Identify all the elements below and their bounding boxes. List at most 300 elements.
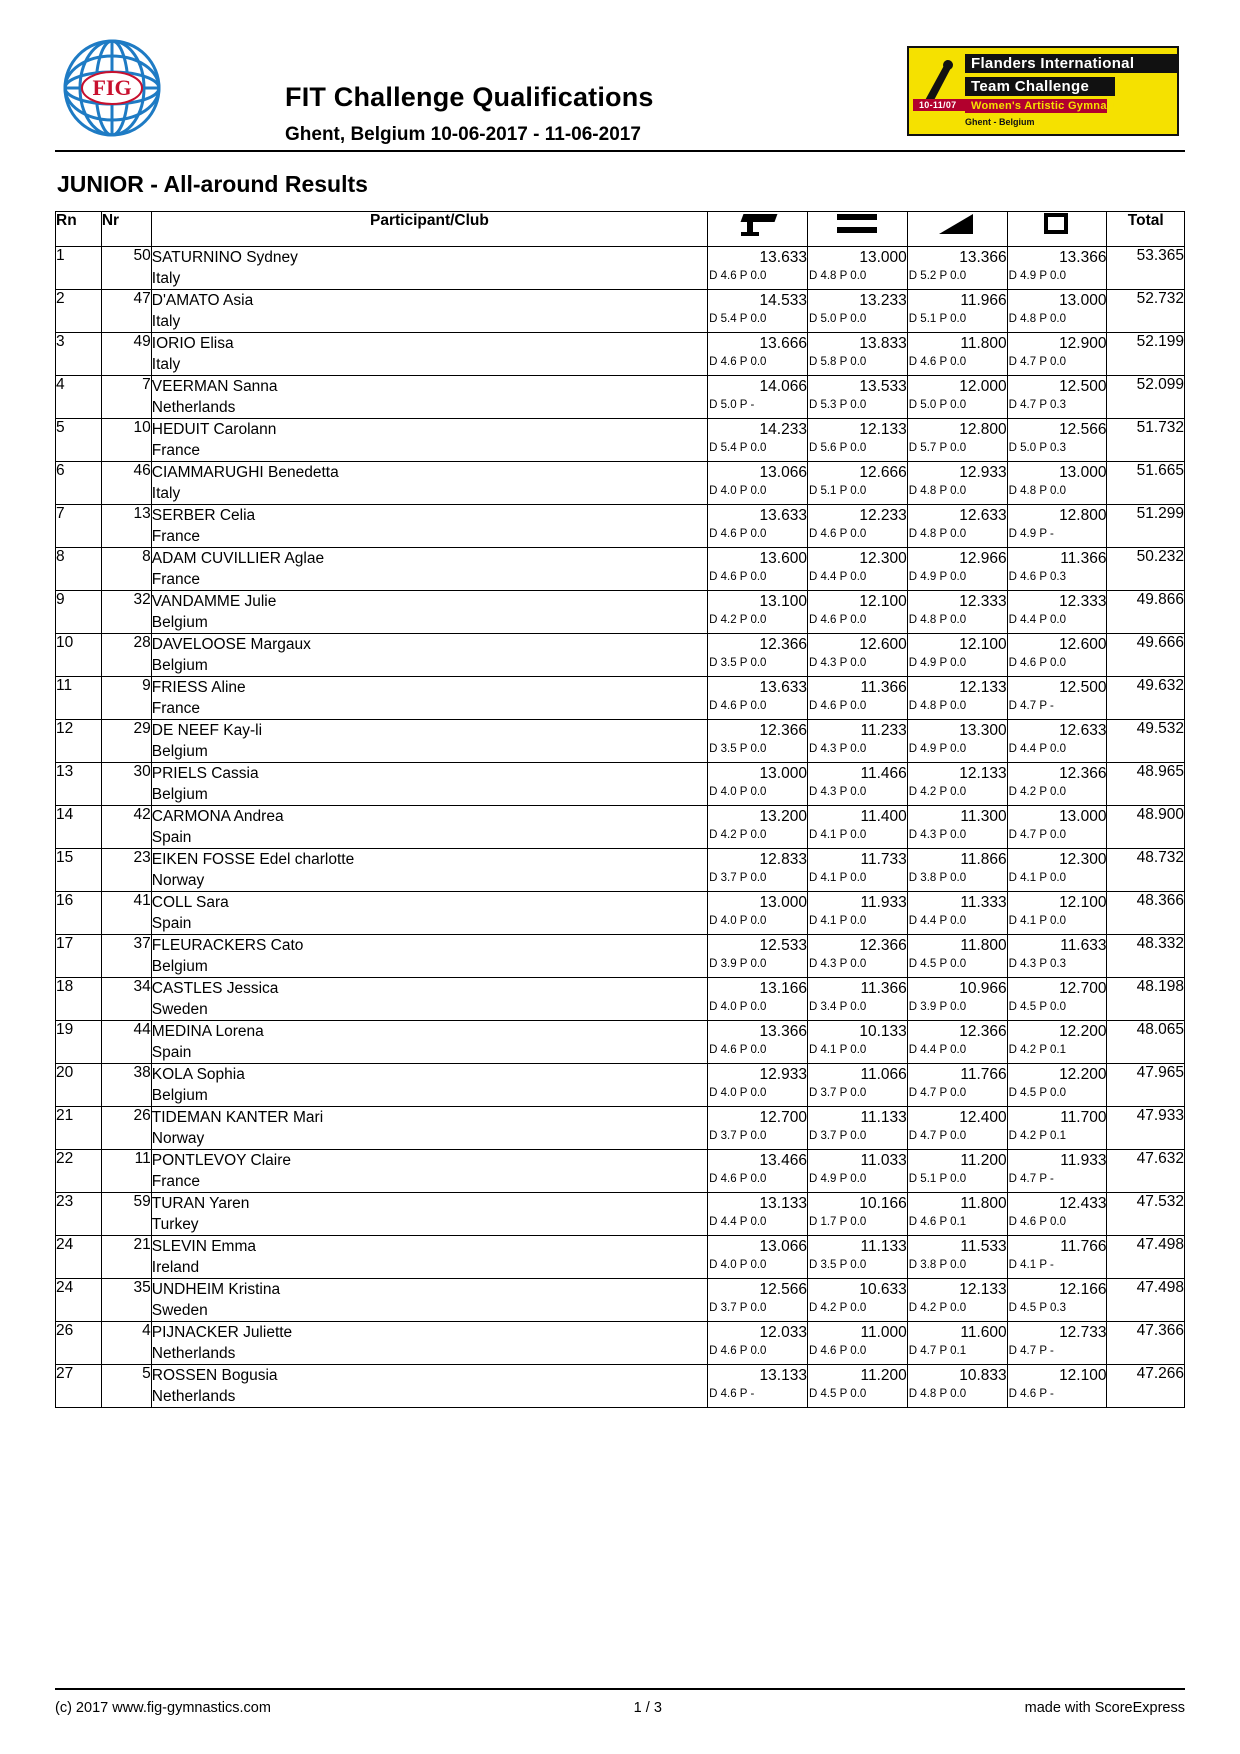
score-difficulty-penalty: D 3.5 P 0.0 — [808, 1259, 867, 1271]
participant-name: PRIELS Cassia — [151, 765, 259, 782]
row-score-floor — [1007, 462, 1107, 505]
score-difficulty-penalty: D 5.0 P - — [709, 399, 755, 411]
score-value: 12.600 — [859, 636, 907, 653]
score-value: 12.333 — [959, 593, 1007, 610]
score-difficulty-penalty: D 4.0 P 0.0 — [709, 1087, 767, 1099]
row-total: 47.498 — [1107, 1279, 1185, 1322]
table-row — [56, 1107, 1185, 1150]
score-difficulty-penalty: D 4.2 P 0.1 — [1008, 1044, 1066, 1056]
row-score-beam — [907, 462, 1007, 505]
score-value: 11.933 — [860, 894, 907, 911]
participant-name: D'AMATO Asia — [151, 292, 254, 309]
participant-club: Italy — [151, 356, 181, 373]
table-row — [56, 849, 1185, 892]
row-score-floor — [1007, 978, 1107, 1021]
score-difficulty-penalty: D 4.9 P 0.0 — [908, 571, 967, 583]
row-rank: 21 — [56, 1107, 102, 1150]
score-difficulty-penalty: D 4.3 P 0.3 — [1008, 958, 1066, 970]
fig-logo-icon — [60, 36, 164, 140]
row-rank: 26 — [56, 1322, 102, 1365]
score-difficulty-penalty: D 4.6 P 0.0 — [808, 1345, 867, 1357]
score-value: 13.633 — [759, 679, 807, 696]
row-score-bars — [807, 1365, 907, 1408]
score-difficulty-penalty: D 4.1 P - — [1008, 1259, 1054, 1271]
row-score-vault — [708, 1064, 808, 1107]
score-difficulty-penalty: D 4.8 P 0.0 — [908, 1388, 967, 1400]
event-logo — [907, 46, 1179, 136]
row-score-floor — [1007, 677, 1107, 720]
score-difficulty-penalty: D 4.6 P 0.0 — [709, 528, 767, 540]
footer-copyright: (c) 2017 www.fig-gymnastics.com — [55, 1700, 271, 1716]
score-difficulty-penalty: D 4.8 P 0.0 — [908, 485, 967, 497]
row-total: 52.199 — [1107, 333, 1185, 376]
score-difficulty-penalty: D 4.5 P 0.3 — [1008, 1302, 1066, 1314]
score-difficulty-penalty: D 4.2 P 0.0 — [908, 786, 967, 798]
row-score-beam — [907, 935, 1007, 978]
score-difficulty-penalty: D 4.2 P 0.1 — [1008, 1130, 1066, 1142]
score-value: 13.633 — [759, 507, 807, 524]
score-value: 12.100 — [1059, 1367, 1107, 1384]
row-score-vault — [708, 1150, 808, 1193]
table-row — [56, 1236, 1185, 1279]
score-difficulty-penalty: D 4.6 P 0.0 — [709, 270, 767, 282]
score-value: 13.000 — [1059, 292, 1107, 309]
score-value: 13.366 — [759, 1023, 807, 1040]
score-difficulty-penalty: D 4.7 P - — [1008, 1345, 1054, 1357]
row-score-vault — [708, 935, 808, 978]
score-value: 11.800 — [960, 335, 1007, 352]
row-participant — [151, 376, 707, 419]
table-row — [56, 548, 1185, 591]
score-value: 11.533 — [960, 1238, 1007, 1255]
row-rank: 14 — [56, 806, 102, 849]
row-score-beam — [907, 1064, 1007, 1107]
row-total: 50.232 — [1107, 548, 1185, 591]
row-rank: 13 — [56, 763, 102, 806]
participant-club: Spain — [151, 915, 192, 932]
row-score-floor — [1007, 892, 1107, 935]
row-rank: 7 — [56, 505, 102, 548]
participant-name: VEERMAN Sanna — [151, 378, 278, 395]
page-subtitle: Ghent, Belgium 10-06-2017 - 11-06-2017 — [285, 124, 641, 145]
score-value: 11.200 — [960, 1152, 1007, 1169]
score-difficulty-penalty: D 4.6 P 0.1 — [908, 1216, 967, 1228]
row-score-vault — [708, 548, 808, 591]
row-score-bars — [807, 892, 907, 935]
table-row — [56, 1322, 1185, 1365]
score-value: 12.566 — [1059, 421, 1107, 438]
row-rank: 19 — [56, 1021, 102, 1064]
table-row — [56, 419, 1185, 462]
score-difficulty-penalty: D 4.1 P 0.0 — [808, 1044, 867, 1056]
header-divider — [55, 150, 1185, 152]
row-number: 49 — [101, 333, 151, 376]
row-score-beam — [907, 720, 1007, 763]
row-participant — [151, 419, 707, 462]
row-score-beam — [907, 247, 1007, 290]
score-difficulty-penalty: D 4.5 P 0.0 — [908, 958, 967, 970]
score-difficulty-penalty: D 4.5 P 0.0 — [808, 1388, 867, 1400]
participant-club: Italy — [151, 270, 181, 287]
participant-club: Spain — [151, 829, 192, 846]
score-value: 12.300 — [859, 550, 907, 567]
score-value: 13.533 — [859, 378, 907, 395]
score-value: 13.466 — [759, 1152, 807, 1169]
table-row — [56, 1064, 1185, 1107]
floor-icon — [1037, 212, 1077, 236]
row-participant — [151, 1193, 707, 1236]
row-score-floor — [1007, 505, 1107, 548]
row-total: 48.332 — [1107, 935, 1185, 978]
score-value: 12.933 — [959, 464, 1007, 481]
score-value: 11.366 — [860, 980, 907, 997]
score-difficulty-penalty: D 4.4 P 0.0 — [908, 1044, 967, 1056]
row-number: 41 — [101, 892, 151, 935]
row-score-vault — [708, 1107, 808, 1150]
row-total: 49.632 — [1107, 677, 1185, 720]
row-score-vault — [708, 333, 808, 376]
row-rank: 16 — [56, 892, 102, 935]
score-difficulty-penalty: D 4.1 P 0.0 — [808, 872, 867, 884]
score-value: 14.533 — [759, 292, 807, 309]
row-score-vault — [708, 806, 808, 849]
score-value: 12.833 — [759, 851, 807, 868]
row-total: 49.866 — [1107, 591, 1185, 634]
score-difficulty-penalty: D 4.8 P 0.0 — [808, 270, 867, 282]
participant-name: ROSSEN Bogusia — [151, 1367, 278, 1384]
row-score-vault — [708, 720, 808, 763]
row-rank: 24 — [56, 1279, 102, 1322]
row-score-beam — [907, 849, 1007, 892]
score-difficulty-penalty: D 4.8 P 0.0 — [1008, 485, 1066, 497]
vault-icon — [738, 212, 778, 236]
score-value: 13.000 — [859, 249, 907, 266]
score-difficulty-penalty: D 3.4 P 0.0 — [808, 1001, 867, 1013]
score-difficulty-penalty: D 5.8 P 0.0 — [808, 356, 867, 368]
participant-name: IORIO Elisa — [151, 335, 234, 352]
score-difficulty-penalty: D 4.6 P 0.0 — [709, 356, 767, 368]
row-rank: 22 — [56, 1150, 102, 1193]
uneven-bars-icon — [837, 212, 877, 236]
row-number: 38 — [101, 1064, 151, 1107]
score-difficulty-penalty: D 3.8 P 0.0 — [908, 1259, 967, 1271]
score-difficulty-penalty: D 4.9 P 0.0 — [908, 657, 967, 669]
row-number: 50 — [101, 247, 151, 290]
row-score-beam — [907, 978, 1007, 1021]
row-rank: 23 — [56, 1193, 102, 1236]
table-row — [56, 806, 1185, 849]
score-value: 13.200 — [759, 808, 807, 825]
row-score-bars — [807, 935, 907, 978]
participant-club: Belgium — [151, 657, 208, 674]
event-logo-line3: Women's Artistic Gymnastics — [965, 99, 1107, 113]
participant-club: Spain — [151, 1044, 192, 1061]
row-number: 30 — [101, 763, 151, 806]
score-difficulty-penalty: D 3.5 P 0.0 — [709, 657, 767, 669]
score-difficulty-penalty: D 3.9 P 0.0 — [908, 1001, 967, 1013]
row-score-beam — [907, 677, 1007, 720]
score-value: 11.933 — [1060, 1152, 1107, 1169]
score-difficulty-penalty: D 4.5 P 0.0 — [1008, 1087, 1066, 1099]
score-value: 12.800 — [959, 421, 1007, 438]
row-participant — [151, 677, 707, 720]
score-difficulty-penalty: D 4.6 P 0.0 — [1008, 1216, 1066, 1228]
participant-name: MEDINA Lorena — [151, 1023, 264, 1040]
score-value: 13.000 — [1059, 464, 1107, 481]
row-total: 48.198 — [1107, 978, 1185, 1021]
score-difficulty-penalty: D 4.1 P 0.0 — [1008, 915, 1066, 927]
score-difficulty-penalty: D 3.7 P 0.0 — [808, 1130, 867, 1142]
row-participant — [151, 634, 707, 677]
row-number: 35 — [101, 1279, 151, 1322]
row-score-vault — [708, 1279, 808, 1322]
row-rank: 5 — [56, 419, 102, 462]
row-score-vault — [708, 290, 808, 333]
score-value: 10.133 — [859, 1023, 907, 1040]
row-total: 47.366 — [1107, 1322, 1185, 1365]
row-participant — [151, 505, 707, 548]
row-total: 47.933 — [1107, 1107, 1185, 1150]
score-value: 11.233 — [860, 722, 907, 739]
participant-club: Ireland — [151, 1259, 200, 1276]
score-difficulty-penalty: D 4.4 P 0.0 — [1008, 614, 1066, 626]
score-value: 13.366 — [1059, 249, 1107, 266]
participant-name: SATURNINO Sydney — [151, 249, 298, 266]
row-participant — [151, 978, 707, 1021]
table-row — [56, 1365, 1185, 1408]
column-header-bars — [807, 212, 907, 247]
row-score-floor — [1007, 1021, 1107, 1064]
score-value: 11.366 — [1060, 550, 1107, 567]
score-difficulty-penalty: D 4.2 P 0.0 — [709, 829, 767, 841]
row-score-vault — [708, 505, 808, 548]
score-value: 11.133 — [860, 1109, 907, 1126]
score-difficulty-penalty: D 3.8 P 0.0 — [908, 872, 967, 884]
score-value: 12.366 — [859, 937, 907, 954]
score-difficulty-penalty: D 4.3 P 0.0 — [808, 743, 867, 755]
table-row — [56, 720, 1185, 763]
row-total: 47.965 — [1107, 1064, 1185, 1107]
column-header-floor — [1007, 212, 1107, 247]
score-value: 12.100 — [859, 593, 907, 610]
row-score-beam — [907, 1021, 1007, 1064]
table-row — [56, 333, 1185, 376]
score-difficulty-penalty: D 5.1 P 0.0 — [808, 485, 867, 497]
participant-club: Belgium — [151, 958, 208, 975]
row-number: 42 — [101, 806, 151, 849]
participant-name: COLL Sara — [151, 894, 229, 911]
row-score-bars — [807, 1064, 907, 1107]
score-value: 12.633 — [1059, 722, 1107, 739]
score-difficulty-penalty: D 4.2 P 0.0 — [908, 1302, 967, 1314]
score-difficulty-penalty: D 4.6 P 0.0 — [709, 1044, 767, 1056]
score-difficulty-penalty: D 3.7 P 0.0 — [709, 872, 767, 884]
score-value: 14.233 — [759, 421, 807, 438]
participant-club: Netherlands — [151, 1345, 236, 1362]
score-value: 11.866 — [960, 851, 1007, 868]
score-value: 12.033 — [759, 1324, 807, 1341]
row-score-bars — [807, 591, 907, 634]
row-total: 47.632 — [1107, 1150, 1185, 1193]
score-value: 12.100 — [1059, 894, 1107, 911]
column-header-number: Nr — [101, 212, 151, 247]
participant-club: France — [151, 571, 201, 588]
score-value: 12.566 — [759, 1281, 807, 1298]
score-value: 12.700 — [759, 1109, 807, 1126]
score-value: 13.100 — [759, 593, 807, 610]
score-difficulty-penalty: D 4.6 P 0.0 — [709, 571, 767, 583]
score-value: 13.133 — [759, 1195, 807, 1212]
score-difficulty-penalty: D 4.0 P 0.0 — [709, 1001, 767, 1013]
row-total: 47.266 — [1107, 1365, 1185, 1408]
participant-club: Netherlands — [151, 1388, 236, 1405]
score-difficulty-penalty: D 4.3 P 0.0 — [808, 958, 867, 970]
participant-name: SERBER Celia — [151, 507, 256, 524]
score-difficulty-penalty: D 4.9 P - — [1008, 528, 1054, 540]
row-score-vault — [708, 1322, 808, 1365]
row-total: 48.900 — [1107, 806, 1185, 849]
row-rank: 6 — [56, 462, 102, 505]
score-difficulty-penalty: D 4.6 P 0.0 — [709, 1345, 767, 1357]
table-row — [56, 376, 1185, 419]
participant-club: Belgium — [151, 743, 208, 760]
participant-name: FRIESS Aline — [151, 679, 246, 696]
score-difficulty-penalty: D 4.1 P 0.0 — [808, 829, 867, 841]
table-row — [56, 462, 1185, 505]
score-difficulty-penalty: D 4.4 P 0.0 — [709, 1216, 767, 1228]
score-difficulty-penalty: D 4.9 P 0.0 — [1008, 270, 1066, 282]
row-score-beam — [907, 548, 1007, 591]
row-score-beam — [907, 505, 1007, 548]
score-value: 11.700 — [1060, 1109, 1107, 1126]
row-rank: 2 — [56, 290, 102, 333]
table-row — [56, 505, 1185, 548]
row-total: 52.099 — [1107, 376, 1185, 419]
row-score-bars — [807, 376, 907, 419]
footer-page-number: 1 / 3 — [633, 1700, 662, 1716]
table-row — [56, 677, 1185, 720]
row-number: 13 — [101, 505, 151, 548]
row-number: 44 — [101, 1021, 151, 1064]
score-value: 13.066 — [759, 464, 807, 481]
score-value: 11.066 — [860, 1066, 907, 1083]
score-difficulty-penalty: D 5.2 P 0.0 — [908, 270, 967, 282]
score-value: 12.800 — [1059, 507, 1107, 524]
row-score-bars — [807, 1193, 907, 1236]
row-score-vault — [708, 892, 808, 935]
row-number: 5 — [101, 1365, 151, 1408]
row-rank: 11 — [56, 677, 102, 720]
row-score-bars — [807, 505, 907, 548]
row-total: 52.732 — [1107, 290, 1185, 333]
row-total: 51.299 — [1107, 505, 1185, 548]
participant-name: TURAN Yaren — [151, 1195, 250, 1212]
participant-name: CIAMMARUGHI Benedetta — [151, 464, 339, 481]
score-difficulty-penalty: D 4.6 P 0.0 — [1008, 657, 1066, 669]
row-participant — [151, 247, 707, 290]
score-value: 11.633 — [1060, 937, 1107, 954]
participant-club: Belgium — [151, 786, 208, 803]
table-row — [56, 763, 1185, 806]
score-value: 12.933 — [759, 1066, 807, 1083]
row-score-floor — [1007, 333, 1107, 376]
row-participant — [151, 591, 707, 634]
row-score-bars — [807, 462, 907, 505]
row-total: 49.532 — [1107, 720, 1185, 763]
row-score-beam — [907, 763, 1007, 806]
score-value: 11.200 — [860, 1367, 907, 1384]
table-row — [56, 247, 1185, 290]
participant-name: DAVELOOSE Margaux — [151, 636, 311, 653]
row-total: 51.665 — [1107, 462, 1185, 505]
row-score-floor — [1007, 806, 1107, 849]
score-difficulty-penalty: D 4.1 P 0.0 — [1008, 872, 1066, 884]
score-value: 12.366 — [759, 722, 807, 739]
row-score-floor — [1007, 376, 1107, 419]
participant-name: EIKEN FOSSE Edel charlotte — [151, 851, 355, 868]
score-difficulty-penalty: D 4.6 P 0.3 — [1008, 571, 1066, 583]
participant-name: VANDAMME Julie — [151, 593, 277, 610]
row-score-bars — [807, 677, 907, 720]
score-difficulty-penalty: D 4.4 P 0.0 — [908, 915, 967, 927]
participant-club: Belgium — [151, 614, 208, 631]
row-score-vault — [708, 419, 808, 462]
row-score-vault — [708, 1365, 808, 1408]
score-value: 12.500 — [1059, 378, 1107, 395]
score-value: 11.033 — [860, 1152, 907, 1169]
score-difficulty-penalty: D 4.2 P 0.0 — [808, 1302, 867, 1314]
score-value: 12.366 — [959, 1023, 1007, 1040]
row-score-bars — [807, 720, 907, 763]
row-score-vault — [708, 1021, 808, 1064]
section-title: JUNIOR - All-around Results — [57, 171, 368, 197]
score-difficulty-penalty: D 4.8 P 0.0 — [1008, 313, 1066, 325]
row-rank: 20 — [56, 1064, 102, 1107]
score-value: 11.300 — [960, 808, 1007, 825]
svg-text:FIG: FIG — [92, 75, 132, 100]
score-value: 12.166 — [1059, 1281, 1107, 1298]
score-difficulty-penalty: D 5.1 P 0.0 — [908, 313, 967, 325]
table-row — [56, 591, 1185, 634]
participant-name: PONTLEVOY Claire — [151, 1152, 292, 1169]
title-block — [285, 82, 654, 146]
row-score-floor — [1007, 1322, 1107, 1365]
table-row — [56, 1279, 1185, 1322]
score-value: 12.733 — [1059, 1324, 1107, 1341]
column-header-vault — [708, 212, 808, 247]
score-value: 13.066 — [759, 1238, 807, 1255]
row-total: 48.065 — [1107, 1021, 1185, 1064]
participant-club: Netherlands — [151, 399, 236, 416]
row-number: 26 — [101, 1107, 151, 1150]
score-difficulty-penalty: D 4.3 P 0.0 — [808, 657, 867, 669]
event-logo-footer: Ghent - Belgium — [965, 117, 1035, 127]
row-score-bars — [807, 1279, 907, 1322]
score-value: 14.066 — [759, 378, 807, 395]
score-value: 13.000 — [759, 894, 807, 911]
row-number: 47 — [101, 290, 151, 333]
score-value: 12.333 — [1059, 593, 1107, 610]
score-value: 12.133 — [959, 679, 1007, 696]
participant-name: PIJNACKER Juliette — [151, 1324, 293, 1341]
row-score-bars — [807, 1021, 907, 1064]
column-header-rank: Rn — [56, 212, 102, 247]
table-row — [56, 290, 1185, 333]
score-difficulty-penalty: D 4.1 P 0.0 — [808, 915, 867, 927]
score-difficulty-penalty: D 4.9 P 0.0 — [908, 743, 967, 755]
row-participant — [151, 935, 707, 978]
score-value: 10.833 — [959, 1367, 1007, 1384]
